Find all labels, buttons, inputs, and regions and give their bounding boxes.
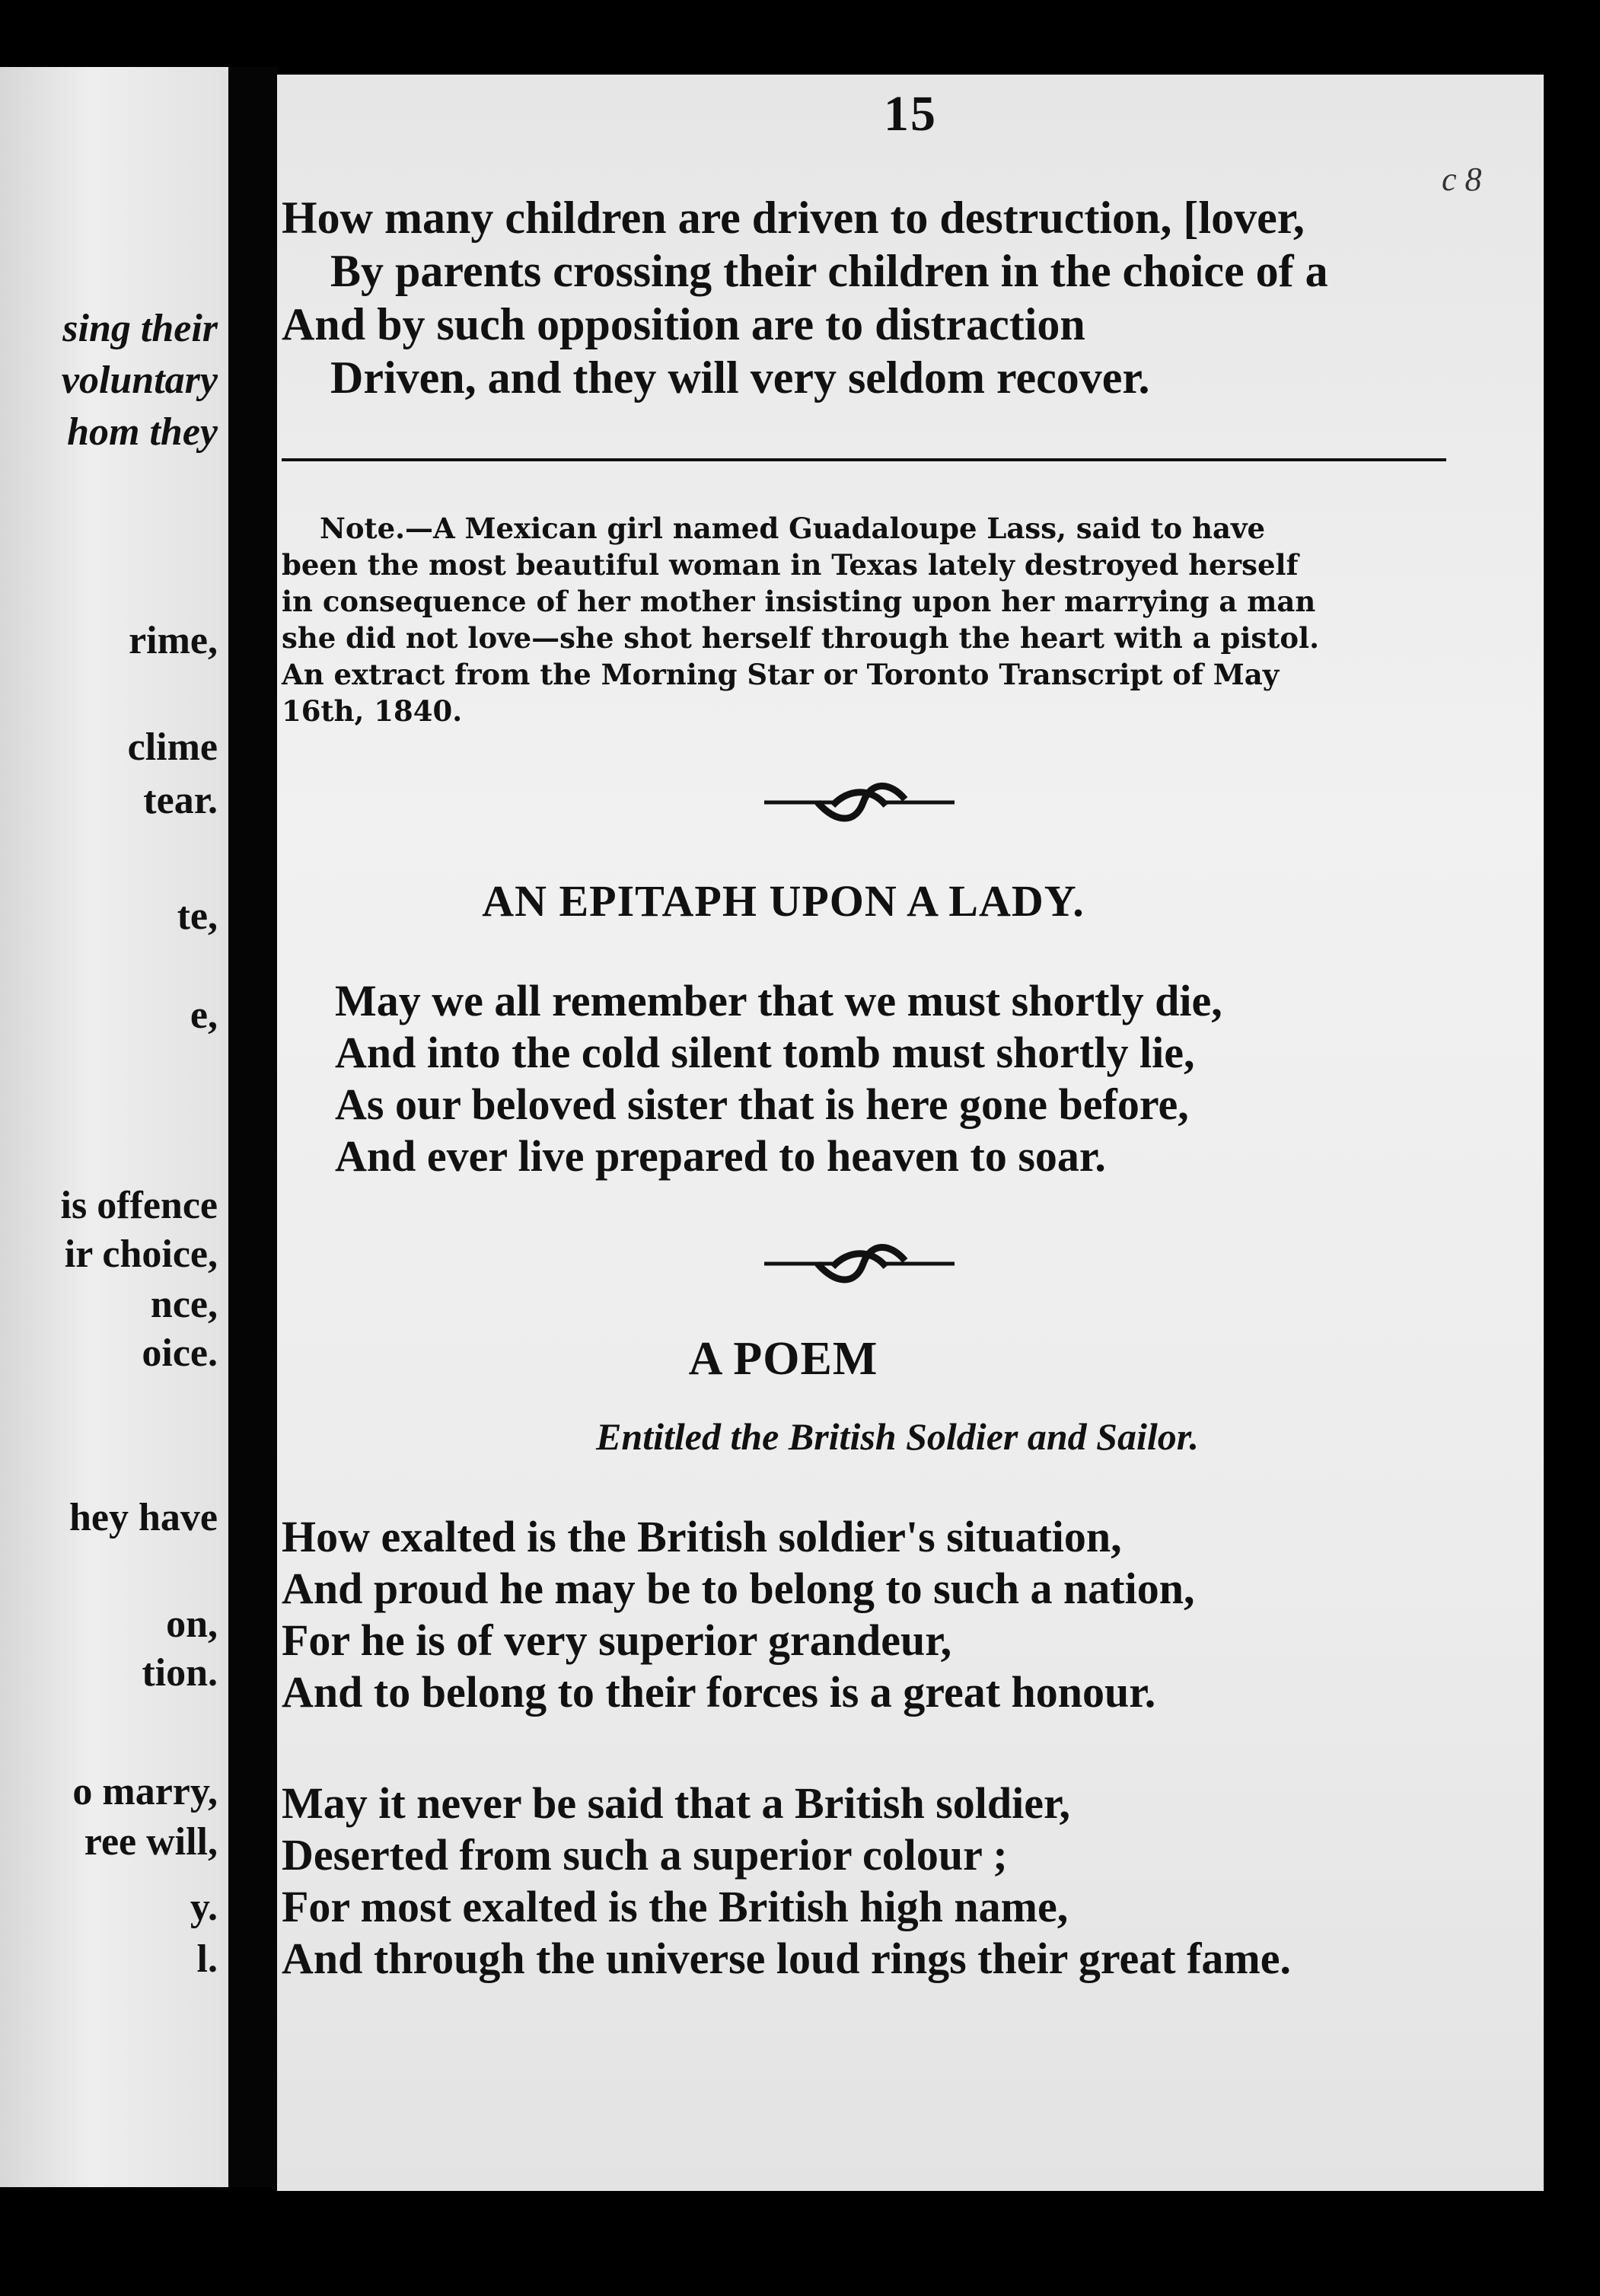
fragment-line: on, — [166, 1602, 218, 1646]
verse-line: Driven, and they will very seldom recover. — [330, 352, 1150, 403]
margin-annotation: c 8 — [1442, 161, 1482, 198]
poem-line: And through the universe loud rings their great fame. — [282, 1934, 1291, 1983]
epitaph-line: As our beloved sister that is here gone before, — [335, 1079, 1189, 1129]
fragment-line: nce, — [150, 1283, 218, 1326]
note-line: been the most beautiful woman in Texas lately destroyed herself — [282, 548, 1299, 582]
epitaph-title: AN EPITAPH UPON A LADY. — [482, 876, 1085, 926]
poem-line: For he is of very superior grandeur, — [282, 1615, 952, 1665]
epitaph-line: May we all remember that we must shortly die, — [335, 976, 1222, 1025]
fragment-line: l. — [196, 1937, 218, 1981]
fragment-line: tear. — [143, 779, 218, 822]
fragment-line: rime, — [129, 619, 218, 662]
poem-title: A POEM — [688, 1333, 878, 1385]
fragment-line: e, — [190, 993, 218, 1037]
fragment-line: y. — [190, 1886, 218, 1929]
poem-line: And to belong to their forces is a great honour. — [282, 1667, 1156, 1717]
fragment-line: ir choice, — [64, 1233, 218, 1276]
main-page — [277, 75, 1544, 2191]
fragment-line: o marry, — [72, 1770, 218, 1813]
previous-page-fragment — [0, 67, 228, 2187]
poem-line: For most exalted is the British high name, — [282, 1882, 1069, 1931]
poem-line: How exalted is the British soldier's situation, — [282, 1512, 1122, 1561]
decorative-flourish-icon — [764, 778, 955, 824]
fragment-line: tion. — [142, 1651, 218, 1695]
note-line: in consequence of her mother insisting upon her marrying a man — [282, 585, 1316, 618]
fragment-line: voluntary — [61, 359, 218, 402]
decorative-flourish-icon — [764, 1239, 955, 1285]
fragment-line: oice. — [142, 1331, 218, 1375]
poem-line: Deserted from such a superior colour ; — [282, 1830, 1008, 1880]
fragment-line: is offence — [60, 1184, 218, 1227]
note-line: Note.—A Mexican girl named Guadaloupe Lass, said to have — [320, 512, 1266, 545]
verse-line: By parents crossing their children in the choice of a — [330, 246, 1328, 296]
scan-edge — [1544, 67, 1600, 2199]
horizontal-rule — [282, 458, 1446, 461]
page-number: 15 — [884, 86, 937, 142]
fragment-line: climе — [127, 725, 218, 769]
verse-line: And by such opposition are to distraction — [282, 299, 1085, 349]
epitaph-line: And into the cold silent tomb must shortly lie, — [335, 1028, 1195, 1077]
fragment-line: hey have — [69, 1496, 218, 1539]
epitaph-line: And ever live prepared to heaven to soar. — [335, 1131, 1106, 1181]
page-gutter — [228, 67, 277, 2187]
note-line: 16th, 1840. — [282, 694, 463, 728]
fragment-line: te, — [177, 894, 218, 938]
fragment-line: sing their — [62, 307, 218, 350]
fragment-line: ree will, — [84, 1820, 218, 1864]
note-line: she did not love—she shot herself through the heart with a pistol. — [282, 621, 1319, 655]
verse-line: How many children are driven to destruction, [lover, — [282, 193, 1305, 243]
fragment-line: hom they — [67, 410, 218, 454]
poem-subtitle: Entitled the British Soldier and Sailor. — [596, 1415, 1199, 1458]
poem-line: May it never be said that a British soldier, — [282, 1778, 1070, 1828]
note-line: An extract from the Morning Star or Toronto Transcript of May — [282, 658, 1280, 691]
poem-line: And proud he may be to belong to such a nation, — [282, 1564, 1195, 1613]
